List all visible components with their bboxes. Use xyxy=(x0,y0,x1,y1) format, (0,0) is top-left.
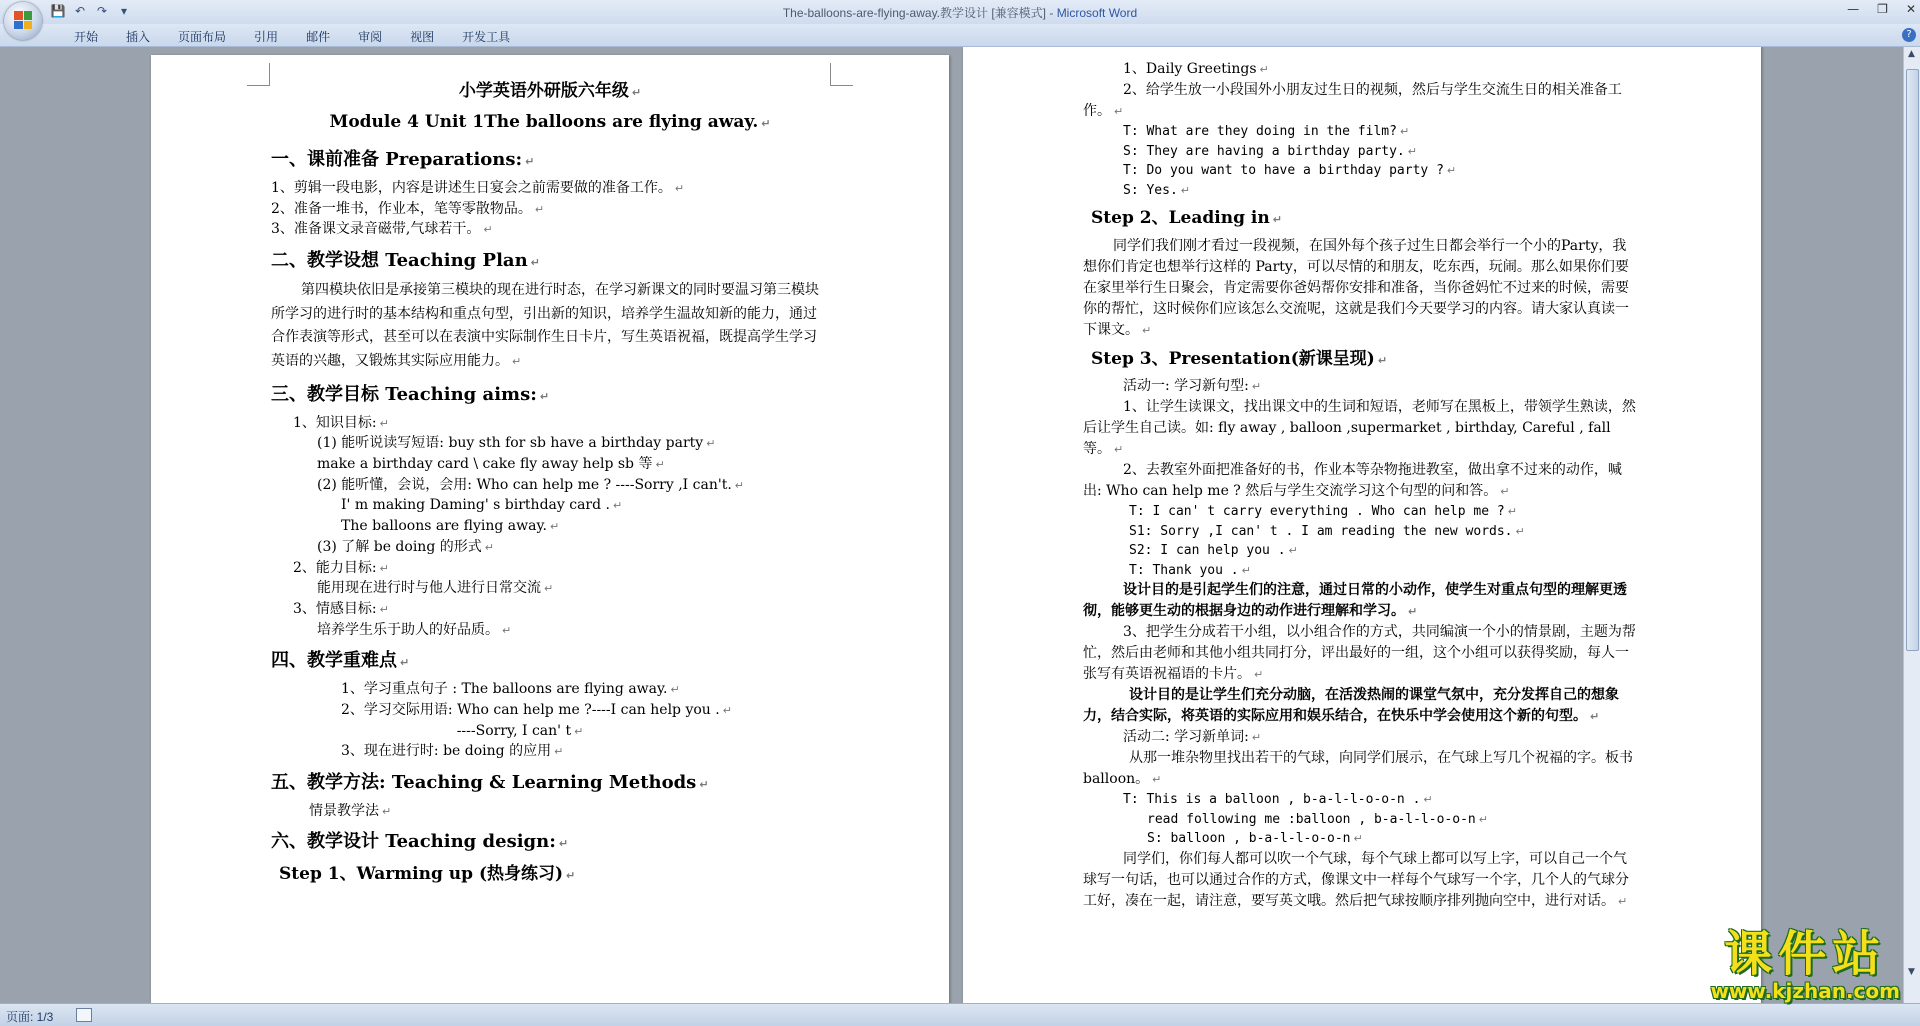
document-page-1 xyxy=(151,55,949,1003)
dialog-line: T: This is a balloon , b-a-l-l-o-o-n . ↵ xyxy=(1123,792,1433,807)
list-item: 3、情感目标: ↵ xyxy=(293,601,389,617)
tab-mailings[interactable]: 邮件 xyxy=(306,30,331,44)
watermark-url: www.kjzhan.com xyxy=(1710,979,1900,1003)
paragraph: 3、把学生分成若干小组，以小组合作的方式，共同编演一个小的情景剧，主题为帮忙，然后由老师和其他小组共同打分，评出最好的一组，这个小组可以获得奖励，每人一张写有英语祝福语的卡片。 ↵ xyxy=(1083,624,1636,682)
tab-references[interactable]: 引用 xyxy=(254,30,279,44)
tab-page-layout[interactable]: 页面布局 xyxy=(178,30,227,44)
step-heading: Step 3、Presentation(新课呈现) ↵ xyxy=(1091,348,1388,369)
dialog-line: T: Do you want to have a birthday party ? ↵ xyxy=(1123,163,1457,178)
document-name: The-balloons-are-flying-away.教学设计 [兼容模式] - xyxy=(782,6,1057,20)
tab-review[interactable]: 审阅 xyxy=(358,30,383,44)
scroll-up-icon[interactable]: ▲ xyxy=(1908,49,1915,59)
site-watermark xyxy=(1710,928,1900,1002)
dialog-line: S: balloon , b-a-l-l-o-o-n ↵ xyxy=(1147,831,1363,846)
proofing-icon[interactable] xyxy=(76,1008,92,1022)
list-item: 培养学生乐于助人的好品质。 ↵ xyxy=(317,621,512,638)
paragraph: 第四模块依旧是承接第三模块的现在进行时态，在学习新课文的同时要温习第三模块所学习的进行时的基本结构和重点句型，引出新的知识，培养学生温故知新的能力，通过合作表演等形式，甚至可以在表演中实际制作生日卡片，写生英语祝福，既提高学生学习英语的兴趣，又锻炼其实际应用能力。 ↵ xyxy=(271,281,819,370)
dialog-line: read following me :balloon , b-a-l-l-o-o-n ↵ xyxy=(1147,811,1488,827)
paragraph: 从那一堆杂物里找出若干的气球，向同学们展示，在气球上写几个祝福的字。板书 balloon。 ↵ xyxy=(1083,750,1633,787)
section-heading: 五、教学方法: Teaching & Learning Methods ↵ xyxy=(271,771,709,793)
undo-icon[interactable]: ↶ xyxy=(74,4,86,18)
margin-corner-mark xyxy=(830,63,853,86)
section-heading: 三、教学目标 Teaching aims: ↵ xyxy=(271,383,550,405)
title-bar xyxy=(0,0,1920,25)
list-item: 1、剪辑一段电影，内容是讲述生日宴会之前需要做的准备工作。 ↵ xyxy=(271,179,685,196)
tab-insert[interactable]: 插入 xyxy=(126,30,151,44)
office-button[interactable] xyxy=(4,2,42,40)
vertical-scrollbar[interactable] xyxy=(1903,47,1920,1003)
dialog-line: S1: Sorry ,I can' t . I am reading the new words. ↵ xyxy=(1129,523,1525,539)
app-name: Microsoft Word xyxy=(1056,6,1138,20)
activity-heading: 活动二: 学习新单词: ↵ xyxy=(1123,729,1262,745)
paragraph: 同学们我们刚才看过一段视频，在国外每个孩子过生日都会举行一个小的Party，我想你们肯定也想举行这样的 Party，可以尽情的和朋友，吃东西，玩闹。那么如果你们要在家里举行生日聚会，肯定需要你爸妈帮你安排和准备，当你爸妈忙不过来的时候，需要你的帮忙，这时候你们应该怎么交流呢，这就是我们今天要学习的内容。请大家认真读一下课文。 ↵ xyxy=(1083,237,1629,338)
page-1-content xyxy=(271,69,829,891)
dialog-line: S: They are having a birthday party. ↵ xyxy=(1123,143,1417,159)
design-purpose-note: 设计目的是引起学生们的注意，通过日常的小动作，使学生对重点句型的理解更透彻，能够更生动的根据身边的动作进行理解和学习。 ↵ xyxy=(1083,582,1627,619)
list-item: 2、准备一堆书，作业本，笔等零散物品。 ↵ xyxy=(271,200,545,217)
paragraph: 2、去教室外面把准备好的书，作业本等杂物拖进教室，做出拿不过来的动作，喊出: Who can help me ? 然后与学生交流学习这个句型的问和答。 ↵ xyxy=(1083,462,1622,499)
section-heading: 四、教学重难点 ↵ xyxy=(271,650,410,672)
section-heading: 六、教学设计 Teaching design: ↵ xyxy=(271,831,569,853)
margin-corner-mark xyxy=(247,63,270,86)
list-item: 能用现在进行时与他人进行日常交流 ↵ xyxy=(317,580,554,597)
list-item: make a birthday card \ cake fly away help sb 等 ↵ xyxy=(317,455,665,472)
scroll-down-icon[interactable]: ▼ xyxy=(1908,967,1915,977)
activity-heading: 活动一: 学习新句型: ↵ xyxy=(1123,378,1262,394)
help-icon[interactable]: ? xyxy=(1902,28,1916,42)
dialog-line: S2: I can help you . ↵ xyxy=(1129,543,1298,558)
step-heading: Step 1、Warming up (热身练习) ↵ xyxy=(279,863,576,884)
scrollbar-thumb[interactable] xyxy=(1906,69,1919,651)
office-logo-icon xyxy=(14,11,32,29)
page-count[interactable]: 页面: 1/3 xyxy=(6,1010,54,1024)
tab-home[interactable]: 开始 xyxy=(74,30,99,44)
list-item: 3、准备课文录音磁带,气球若干。 ↵ xyxy=(271,221,493,238)
list-item: 2、学习交际用语: Who can help me ?----I can help you . ↵ xyxy=(341,701,732,718)
document-workspace xyxy=(0,47,1904,1003)
tab-developer[interactable]: 开发工具 xyxy=(462,30,511,44)
paragraph: 1、让学生读课文，找出课文中的生词和短语，老师写在黑板上，带领学生熟读，然后让学生自己读。如: fly away , balloon ,supermarket , birthday, Careful , fall 等。 ↵ xyxy=(1083,399,1636,457)
list-item: (2) 能听懂，会说，会用: Who can help me ? ----Sorry ,I can't. ↵ xyxy=(317,476,745,493)
customize-qat-icon[interactable]: ▾ xyxy=(120,4,128,18)
redo-icon[interactable]: ↷ xyxy=(96,4,108,18)
paragraph: 情景教学法 ↵ xyxy=(309,802,392,819)
maximize-button[interactable]: ❐ xyxy=(1877,2,1888,16)
step-heading: Step 2、Leading in ↵ xyxy=(1091,208,1282,228)
watermark-text: 课件站 xyxy=(1724,926,1887,982)
list-item: 1、学习重点句子 : The balloons are flying away. ↵ xyxy=(341,681,680,698)
dialog-line: T: What are they doing in the film? ↵ xyxy=(1123,124,1410,139)
doc-subtitle: Module 4 Unit 1The balloons are flying away. ↵ xyxy=(329,112,771,133)
dialog-line: S: Yes. ↵ xyxy=(1123,182,1191,198)
list-item: 2、能力目标: ↵ xyxy=(293,559,389,576)
page-2-content xyxy=(1083,59,1639,912)
paragraph: 同学们，你们每人都可以吹一个气球，每个气球上都可以写上字，可以自己一个气球写一句话，也可以通过合作的方式，像课文中一样每个气球写一个字，几个人的气球分工好，凑在一起，请注意，要写英文哦。然后把气球按顺序排列抛向空中，进行对话。 ↵ xyxy=(1083,850,1629,909)
list-item: 1、知识目标: ↵ xyxy=(293,414,389,431)
minimize-button[interactable]: — xyxy=(1847,2,1860,16)
list-item: 3、现在进行时: be doing 的应用 ↵ xyxy=(341,743,564,760)
list-item: (1) 能听说读写短语: buy sth for sb have a birthday party ↵ xyxy=(317,435,716,452)
list-item: ----Sorry, I can' t ↵ xyxy=(341,722,584,739)
status-bar xyxy=(0,1003,1920,1026)
dialog-line: T: Thank you . ↵ xyxy=(1129,562,1251,578)
list-item: 1、Daily Greetings ↵ xyxy=(1123,61,1269,77)
section-heading: 一、课前准备 Preparations: ↵ xyxy=(271,149,535,171)
paragraph: 2、给学生放一小段国外小朋友过生日的视频，然后与学生交流生日的相关准备工作。 ↵ xyxy=(1083,82,1622,119)
doc-title: 小学英语外研版六年级 ↵ xyxy=(458,81,642,101)
list-item: (3) 了解 be doing 的形式 ↵ xyxy=(317,538,494,555)
tab-view[interactable]: 视图 xyxy=(410,30,435,44)
window-controls xyxy=(1847,2,1916,16)
window-title xyxy=(0,4,1920,21)
document-page-2 xyxy=(963,47,1761,1003)
list-item: The balloons are flying away. ↵ xyxy=(341,518,560,535)
design-purpose-note: 设计目的是让学生们充分动脑，在活泼热闹的课堂气氛中，充分发挥自己的想象力，结合实际，将英语的实际应用和娱乐结合，在快乐中学会使用这个新的句型。 ↵ xyxy=(1083,687,1619,724)
ribbon-tab-bar xyxy=(0,24,1920,47)
list-item: I' m making Daming' s birthday card . ↵ xyxy=(341,497,623,514)
save-icon[interactable]: 💾 xyxy=(50,4,66,18)
section-heading: 二、教学设想 Teaching Plan ↵ xyxy=(271,250,540,272)
dialog-line: T: I can' t carry everything . Who can help me ? ↵ xyxy=(1129,504,1517,519)
close-button[interactable]: ✕ xyxy=(1905,2,1916,16)
